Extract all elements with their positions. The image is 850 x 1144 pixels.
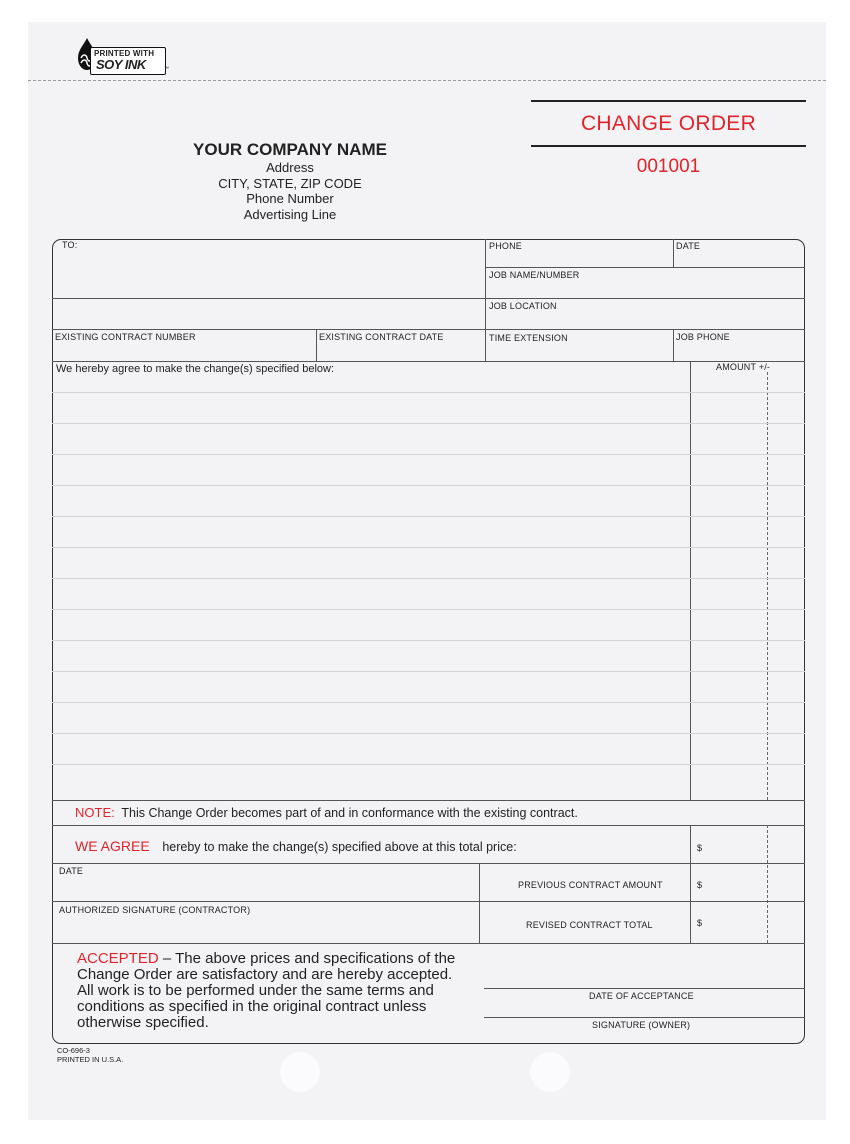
change-line[interactable] bbox=[52, 671, 805, 672]
form-title: CHANGE ORDER bbox=[580, 112, 757, 135]
revised-contract-total-label: REVISED CONTRACT TOTAL bbox=[526, 920, 653, 930]
agree-row bbox=[75, 838, 517, 854]
form-number: 001001 bbox=[636, 156, 701, 177]
perforation-line bbox=[28, 80, 826, 81]
to-field-label[interactable]: TO: bbox=[62, 240, 78, 250]
trademark-mark: ™ bbox=[164, 66, 169, 72]
grid-line bbox=[52, 901, 805, 902]
change-line[interactable] bbox=[52, 423, 805, 424]
form-code: CO-696-3 bbox=[57, 1046, 90, 1055]
change-line[interactable] bbox=[52, 578, 805, 579]
date-field-label[interactable]: DATE bbox=[676, 241, 701, 251]
company-address: Address bbox=[266, 160, 314, 175]
date-of-acceptance-label: DATE OF ACCEPTANCE bbox=[589, 991, 694, 1001]
change-line[interactable] bbox=[52, 764, 805, 765]
note-row bbox=[75, 805, 578, 820]
footer bbox=[57, 1046, 123, 1064]
previous-contract-amount-label: PREVIOUS CONTRACT AMOUNT bbox=[518, 880, 663, 890]
changes-intro: We hereby agree to make the change(s) specified below: bbox=[56, 363, 335, 375]
grid-line bbox=[52, 943, 805, 944]
grid-line bbox=[52, 361, 805, 362]
company-city: CITY, STATE, ZIP CODE bbox=[218, 175, 362, 191]
grid-line bbox=[52, 329, 805, 330]
change-line[interactable] bbox=[52, 516, 805, 517]
previous-amount-field[interactable] bbox=[700, 870, 800, 896]
grid-line bbox=[485, 267, 805, 268]
grid-line bbox=[673, 239, 674, 267]
soy-ink-line1: PRINTED WITH bbox=[94, 49, 155, 58]
title-rule-bottom bbox=[531, 145, 806, 147]
job-name-field-label[interactable]: JOB NAME/NUMBER bbox=[489, 270, 580, 280]
cents-divider bbox=[767, 372, 768, 800]
title-rule-top bbox=[531, 100, 806, 102]
form-body bbox=[52, 239, 805, 1044]
change-line[interactable] bbox=[52, 640, 805, 641]
revised-total-currency: $ bbox=[697, 918, 703, 928]
soy-ink-line2: SOY INK bbox=[96, 57, 146, 72]
contract-date-field-label[interactable]: EXISTING CONTRACT DATE bbox=[319, 332, 444, 342]
job-phone-field-label[interactable]: JOB PHONE bbox=[676, 332, 730, 342]
soy-ink-badge bbox=[72, 36, 168, 76]
grid-line bbox=[485, 239, 486, 361]
amount-column-divider bbox=[690, 825, 691, 943]
job-location-field-label[interactable]: JOB LOCATION bbox=[489, 301, 557, 311]
change-line[interactable] bbox=[52, 702, 805, 703]
accepted-text: – The above prices and specifications of the Change Order are satisfactory and are hereby accepted. All work is to be performed under the same terms and conditions as specified in the original contract unless otherwise specified. bbox=[77, 950, 456, 1031]
total-price-currency: $ bbox=[697, 843, 703, 853]
change-line[interactable] bbox=[52, 454, 805, 455]
amount-column-header: AMOUNT +/- bbox=[716, 362, 771, 372]
note-label: NOTE: bbox=[75, 805, 115, 820]
change-line[interactable] bbox=[52, 485, 805, 486]
punch-hole-left bbox=[280, 1052, 320, 1092]
company-block bbox=[150, 140, 430, 222]
accepted-label: ACCEPTED bbox=[77, 950, 159, 967]
accepted-clause bbox=[77, 951, 467, 1031]
grid-line bbox=[52, 800, 805, 801]
change-line[interactable] bbox=[52, 733, 805, 734]
change-line[interactable] bbox=[52, 609, 805, 610]
previous-amount-currency: $ bbox=[697, 880, 703, 890]
acceptance-date-line[interactable] bbox=[484, 988, 805, 989]
grid-line bbox=[316, 329, 317, 361]
total-price-field[interactable] bbox=[700, 836, 800, 856]
grid-line bbox=[52, 863, 805, 864]
revised-total-field[interactable] bbox=[700, 908, 800, 936]
grid-line bbox=[479, 863, 480, 943]
change-line[interactable] bbox=[52, 547, 805, 548]
grid-line bbox=[52, 825, 805, 826]
contract-number-field-label[interactable]: EXISTING CONTRACT NUMBER bbox=[55, 332, 196, 342]
grid-line bbox=[52, 298, 805, 299]
totals-date-label[interactable]: DATE bbox=[59, 866, 84, 876]
owner-signature-line[interactable] bbox=[484, 1017, 805, 1018]
time-extension-field-label[interactable]: TIME EXTENSION bbox=[489, 333, 568, 343]
agree-label: WE AGREE bbox=[75, 838, 150, 854]
company-ad-line: Advertising Line bbox=[243, 206, 337, 222]
change-line[interactable] bbox=[52, 392, 805, 393]
signature-owner-label: SIGNATURE (OWNER) bbox=[592, 1020, 691, 1030]
authorized-signature-label[interactable]: AUTHORIZED SIGNATURE (CONTRACTOR) bbox=[59, 905, 251, 915]
punch-hole-right bbox=[530, 1052, 570, 1092]
company-phone: Phone Number bbox=[246, 191, 334, 206]
company-name: YOUR COMPANY NAME bbox=[193, 140, 387, 159]
agree-text: hereby to make the change(s) specified above at this total price: bbox=[162, 840, 517, 854]
printed-in-usa: PRINTED IN U.S.A. bbox=[57, 1055, 124, 1064]
phone-field-label[interactable]: PHONE bbox=[489, 241, 523, 251]
note-text: This Change Order becomes part of and in conformance with the existing contract. bbox=[121, 806, 578, 820]
amount-column-divider bbox=[690, 361, 691, 800]
grid-line bbox=[673, 329, 674, 361]
